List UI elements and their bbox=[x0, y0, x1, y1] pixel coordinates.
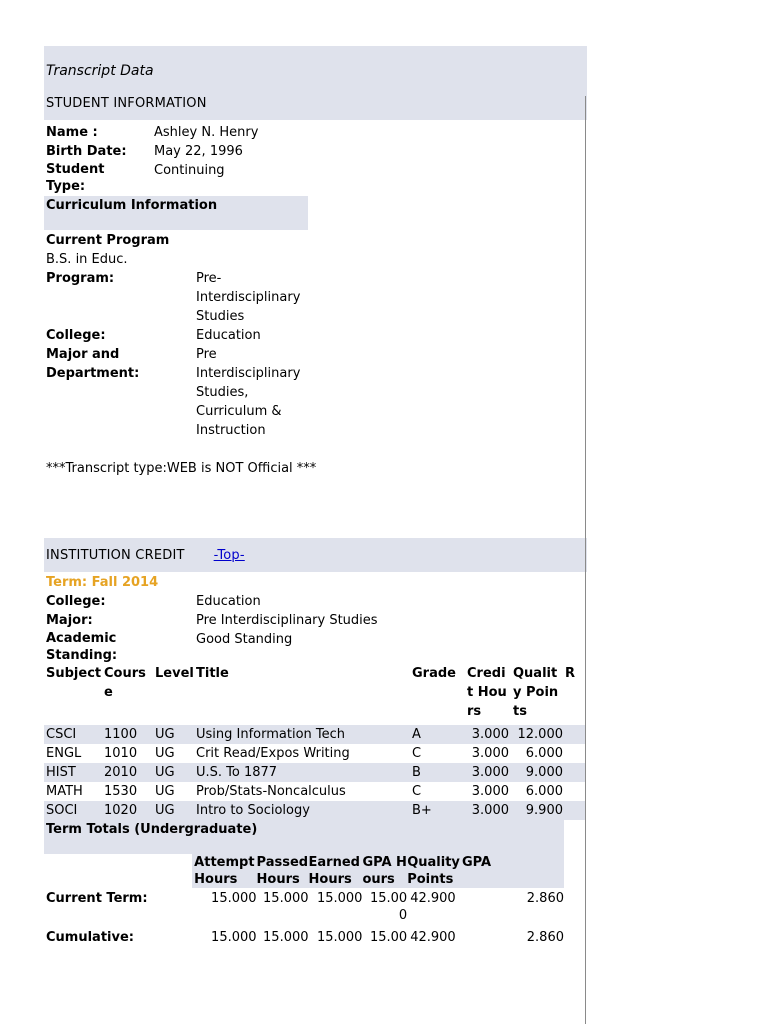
transcript-title-bar bbox=[44, 46, 587, 86]
college-row: College: Education bbox=[46, 328, 261, 343]
cumulative-row: Cumulative: 15.000 15.000 15.000 15.00 42.900 2.860 bbox=[46, 930, 564, 945]
term-totals-table bbox=[44, 854, 564, 946]
term-label: Term: Fall 2014 bbox=[46, 575, 159, 590]
transcript-page bbox=[44, 46, 587, 946]
table-row: HIST 2010 UG U.S. To 1877 B 3.000 9.000 bbox=[44, 763, 585, 782]
term-fields: College: Education Major: Pre Interdisciplinary Studies Academic Standing: Good Standing bbox=[46, 594, 378, 663]
curriculum-fields bbox=[44, 269, 587, 440]
page-title: Transcript Data bbox=[46, 63, 154, 79]
current-program-label: Current Program bbox=[46, 233, 170, 248]
table-row: CSCI 1100 UG Using Information Tech A 3.000 12.000 bbox=[44, 725, 585, 744]
birth-date: May 22, 1996 bbox=[154, 144, 243, 159]
student-information-header: STUDENT INFORMATION bbox=[44, 86, 587, 120]
major-department-row: Major and Department: Pre Interdisciplinary Studies, Curriculum & Instruction bbox=[44, 345, 587, 440]
program-name: B.S. in Educ. bbox=[46, 252, 128, 267]
course-table-header: Subject Course Level Title Grade Credit Hours Quality Points R bbox=[46, 666, 576, 719]
current-term-row: Current Term: 15.000 15.000 15.000 15.000 42.900 2.860 bbox=[46, 891, 564, 923]
birth-date-row: Birth Date: May 22, 1996 bbox=[46, 144, 243, 159]
table-row: MATH 1530 UG Prob/Stats-Noncalculus C 3.000 6.000 bbox=[46, 784, 563, 799]
institution-credit-header: INSTITUTION CREDIT -Top- bbox=[44, 538, 587, 572]
major-department-value: Pre Interdisciplinary Studies, Curriculum & Instruction bbox=[196, 347, 301, 438]
table-row: ENGL 1010 UG Crit Read/Expos Writing C 3.000 6.000 bbox=[46, 746, 563, 761]
student-type-row: Student Type: Continuing bbox=[46, 162, 225, 194]
college-value: Education bbox=[196, 328, 261, 343]
content-border bbox=[585, 96, 586, 1024]
student-name: Ashley N. Henry bbox=[154, 125, 259, 140]
program-row: Program: Pre-Interdisciplinary Studies bbox=[44, 269, 587, 326]
student-type: Continuing bbox=[154, 163, 225, 178]
curriculum-information-header: Curriculum Information bbox=[44, 196, 308, 230]
transcript-type-notice: ***Transcript type:WEB is NOT Official *** bbox=[46, 461, 317, 476]
top-link[interactable]: -Top- bbox=[213, 547, 245, 563]
program-value: Pre-Interdisciplinary Studies bbox=[196, 271, 301, 324]
term-totals-header: Term Totals (Undergraduate) bbox=[44, 820, 564, 854]
course-table bbox=[44, 664, 585, 820]
term-totals-header-row: Attempt Hours Passed Hours Earned Hours GPA Hours Quality Points GPA bbox=[44, 854, 564, 888]
student-info-fields bbox=[44, 123, 587, 195]
student-name-row: Name : Ashley N. Henry bbox=[46, 125, 259, 140]
table-row: SOCI 1020 UG Intro to Sociology B+ 3.000 9.900 bbox=[44, 801, 585, 820]
